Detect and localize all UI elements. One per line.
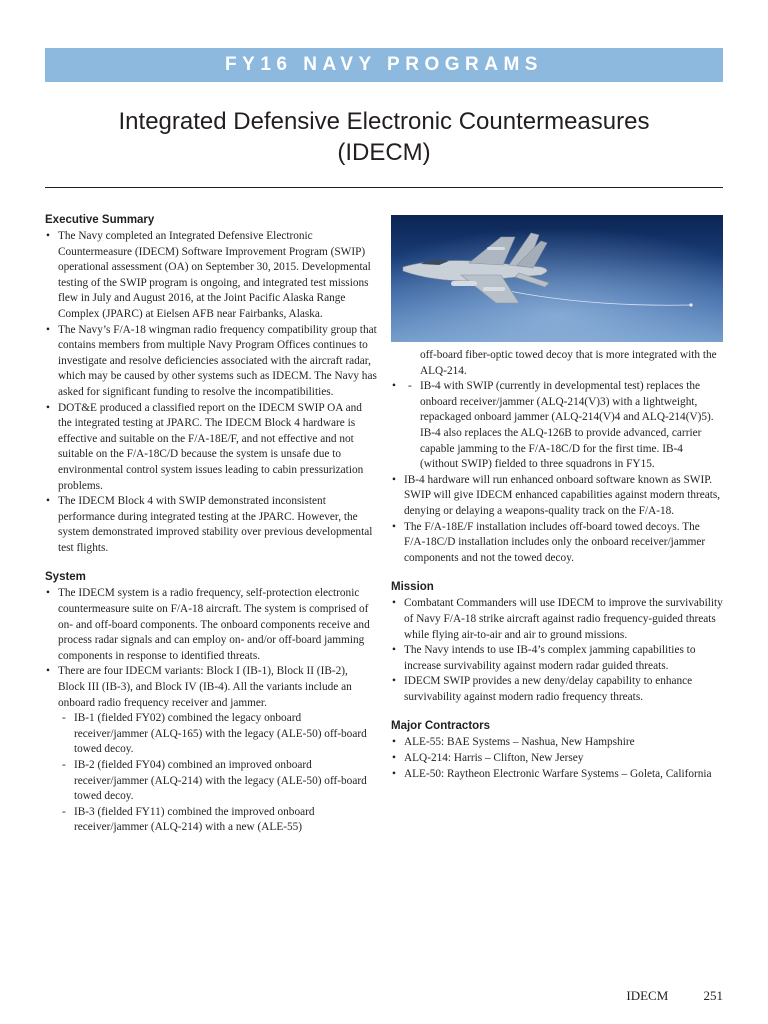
system-item: • IB-4 hardware will run enhanced onboard software known as SWIP. SWIP will give IDECM enhanced capabilities against modern threats, denying or delaying a weapons-quality track on the F/A-18. <box>391 473 723 520</box>
system-section <box>45 570 377 836</box>
page-footer <box>626 988 723 1004</box>
executive-summary-item: • DOT&E produced a classified report on the IDECM SWIP OA and the integrated testing at JPARC. The IDECM Block 4 hardware is effective and suitable on the F/A-18E/F, and not effective and not suitable on the F/A-18C/D because the system is unsafe due to environmental control system issues leading to cabin pressurization problems. <box>45 401 377 495</box>
system-item <box>45 664 377 836</box>
variant-item: - IB-2 (fielded FY04) combined an improved onboard receiver/jammer (ALQ-214) with the legacy (ALE-50) off-board towed decoy. <box>58 758 377 805</box>
mission-item: • The Navy intends to use IB-4’s complex jamming capabilities to increase survivability against modern radar guided threats. <box>391 643 723 674</box>
contractors-section <box>391 719 723 782</box>
contractors-heading: Major Contractors <box>391 720 491 733</box>
variant-item: - IB-3 (fielded FY11) combined the improved onboard receiver/jammer (ALQ-214) with a new (ALE-55) <box>58 805 377 836</box>
mission-heading: Mission <box>391 581 434 594</box>
header-banner-text: FY16 NAVY PROGRAMS <box>225 54 543 75</box>
contractor-item: • ALE-55: BAE Systems – Nashua, New Hampshire <box>391 735 723 751</box>
footer-section-name: IDECM <box>626 988 669 1003</box>
mission-section <box>391 580 723 705</box>
mission-item: • IDECM SWIP provides a new deny/delay capability to enhance survivability against modern radio frequency threats. <box>391 674 723 705</box>
variant-continuation: off-board fiber-optic towed decoy that is more integrated with the ALQ-214. <box>420 349 717 377</box>
system-item-text: There are four IDECM variants: Block I (IB-1), Block II (IB-2), Block III (IB-3), and Block IV (IB-4). All the variants include an onboard radio frequency receiver and jammer. <box>58 665 352 709</box>
contractor-item: • ALQ-214: Harris – Clifton, New Jersey <box>391 751 723 767</box>
page-title <box>45 106 723 168</box>
contractor-item: • ALE-50: Raytheon Electronic Warfare Systems – Goleta, California <box>391 767 723 783</box>
executive-summary-section <box>45 213 377 556</box>
executive-summary-heading: Executive Summary <box>45 214 155 226</box>
system-item: • The F/A-18E/F installation includes off-board towed decoys. The F/A-18C/D installation includes only the onboard receiver/jammer components and not the towed decoy. <box>391 520 723 567</box>
page-title-line2: (IDECM) <box>337 139 431 166</box>
executive-summary-item: • The IDECM Block 4 with SWIP demonstrated inconsistent performance during integrated testing at the JPARC. However, the system demonstrated improved stability over previous developmental test flights. <box>45 494 377 556</box>
mission-item: • Combatant Commanders will use IDECM to improve the survivability of Navy F/A-18 strike aircraft against radio frequency-guided threats while flying air-to-air and air to ground missions. <box>391 596 723 643</box>
header-banner <box>45 48 723 82</box>
aircraft-photo <box>391 215 723 342</box>
system-item-continued <box>391 379 723 473</box>
system-item: • The IDECM system is a radio frequency, self-protection electronic countermeasure suite on F/A-18 aircraft. The system is comprised of on- and off-board components. The onboard components receive and process radar signals and can employ on- and/or off-board jamming components in response to identified threats. <box>45 586 377 664</box>
left-column <box>45 213 377 836</box>
system-heading: System <box>45 571 86 584</box>
variant-item: - IB-1 (fielded FY02) combined the legacy onboard receiver/jammer (ALQ-165) with the legacy (ALE-50) off-board towed decoy. <box>58 711 377 758</box>
executive-summary-item: • The Navy completed an Integrated Defensive Electronic Countermeasure (IDECM) Software Improvement Program (SWIP) operational assessment (OA) on September 30, 2015. Developmental testing of the SWIP program is ongoing, and integrated test missions flew in July and August 2016, at the Joint Pacific Alaska Range Complex (JPARC) at Eielsen AFB near Fairbanks, Alaska. <box>45 229 377 323</box>
executive-summary-item: • The Navy’s F/A-18 wingman radio frequency compatibility group that contains members from multiple Navy Program Offices continues to investigate and resolve deficiencies associated with the aircraft radar, which may be caused by other systems such as IDECM. The Navy has asked for significant funding to resolve the incompatibilities. <box>45 323 377 401</box>
page-title-line1: Integrated Defensive Electronic Countermeasures <box>118 108 650 135</box>
page-number: 251 <box>703 988 723 1003</box>
right-column <box>391 348 723 782</box>
title-divider <box>45 187 723 188</box>
variant-item: - • IB-4 with SWIP (currently in developmental test) replaces the onboard receiver/jammer (ALQ-214(V)3) with a lightweight, repackaged onboard jammer (ALQ-214(V)4 and ALQ-214(V)5). IB-4 also replaces the ALQ-126B to provide advanced, carrier capable jamming to the F/A-18C/D for the first time. IB-4 (without SWIP) fielded to three squadrons in FY15. <box>404 379 723 473</box>
aircraft-photo-graphic <box>391 215 723 342</box>
